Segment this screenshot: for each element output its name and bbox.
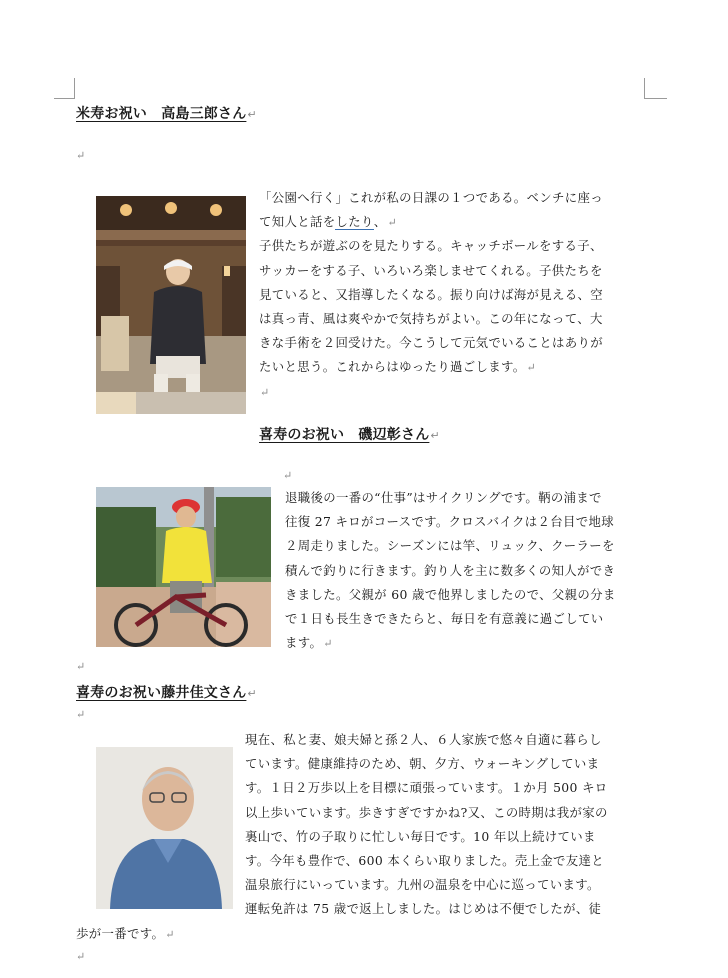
section-body-fujii bbox=[245, 728, 608, 922]
paragraph-mark: ↵ bbox=[283, 469, 293, 482]
text-run: たいと思う。これからはゆったり過ごします。 bbox=[259, 359, 526, 375]
section-body-takashima bbox=[259, 186, 603, 404]
paragraph-mark: ↵ bbox=[526, 361, 537, 375]
paragraph-mark: ↵ bbox=[76, 708, 86, 721]
text-line: 退職後の一番の“仕事”はサイクリングです。鞆の浦まで bbox=[285, 490, 602, 505]
paragraph-mark: ↵ bbox=[430, 429, 440, 442]
paragraph-mark: ↵ bbox=[260, 385, 270, 399]
text-line: 温泉旅行にいっています。九州の温泉を中心に巡っています。 bbox=[245, 877, 600, 893]
text-line: ています。健康維持のため、朝、夕方、ウォーキングしていま bbox=[245, 756, 600, 772]
page-corner-mark-right bbox=[644, 78, 667, 99]
text-line: 見ていると、又指導したくなる。振り向けば海が見える、空 bbox=[259, 286, 603, 302]
text-line: きな手術を２回受けた。今こうして元気でいることはありが bbox=[259, 335, 603, 351]
heading-text: 米寿お祝い 高島三郎さん bbox=[76, 106, 247, 122]
text-run: 、 bbox=[373, 214, 387, 230]
text-line: 裏山で、竹の子取りに忙しい毎日です。10 年以上続けていま bbox=[245, 828, 596, 844]
text-line: サッカーをする子、いろいろ楽しませてくれる。子供たちを bbox=[259, 262, 603, 278]
text-line: す。１日２万歩以上を目標に頑張っています。１か月 500 キロ bbox=[245, 780, 608, 796]
paragraph-mark: ↵ bbox=[76, 149, 86, 162]
text-line: ２周走りました。シーズンには竿、リュック、クーラーを bbox=[285, 538, 615, 554]
text-run: て知人と話を bbox=[259, 214, 336, 230]
text-line: 運転免許は 75 歳で返上しました。はじめは不便でしたが、徒 bbox=[245, 901, 602, 917]
cyclist-with-helmet-photo bbox=[96, 487, 271, 647]
paragraph-mark: ↵ bbox=[76, 950, 86, 963]
paragraph-mark: ↵ bbox=[165, 928, 175, 941]
text-line: 現在、私と妻、娘夫婦と孫２人、６人家族で悠々自適に暮らし bbox=[245, 732, 602, 747]
text-line: 「公園へ行く」これが私の日課の１つである。ベンチに座っ bbox=[259, 190, 603, 205]
seated-elderly-man-lobby-photo bbox=[96, 196, 246, 414]
paragraph-mark: ↵ bbox=[76, 660, 86, 673]
text-line: 積んで釣りに行きます。釣り人を主に数多くの知人ができ bbox=[285, 562, 616, 578]
section-heading-takashima bbox=[76, 103, 257, 123]
paragraph-mark: ↵ bbox=[387, 216, 398, 230]
text-line bbox=[259, 210, 603, 234]
heading-text: 喜寿のお祝い 磯辺彰さん bbox=[259, 427, 430, 443]
spell-check-word[interactable]: したり bbox=[335, 214, 374, 230]
heading-text: 喜寿のお祝い藤井佳文さん bbox=[76, 685, 247, 701]
text-line bbox=[259, 380, 603, 404]
page-corner-mark-left bbox=[54, 78, 75, 99]
text-line bbox=[259, 355, 603, 379]
text-run: ます。 bbox=[285, 635, 323, 651]
text-line: で１日も長生きできたらと、毎日を有意義に過ごしてい bbox=[285, 610, 604, 626]
text-line bbox=[76, 922, 175, 946]
text-line: きました。父親が 60 歳で他界しましたので、父親の分ま bbox=[285, 586, 616, 602]
text-line: は真っ青、風は爽やかで気持ちがよい。この年になって、大 bbox=[259, 310, 603, 326]
text-line: す。今年も豊作で、600 本くらい取りました。売上金で友達と bbox=[245, 852, 605, 868]
text-line bbox=[285, 631, 616, 655]
text-line: 往復 27 キロがコースです。クロスバイクは２台目で地球 bbox=[285, 514, 614, 530]
section-body-fujii-tail bbox=[76, 922, 175, 946]
paragraph-mark: ↵ bbox=[247, 687, 257, 700]
paragraph-mark: ↵ bbox=[247, 108, 257, 121]
text-line: 子供たちが遊ぶのを見たりする。キャッチボールをする子、 bbox=[259, 238, 603, 254]
section-body-isobe bbox=[285, 486, 616, 655]
section-heading-fujii bbox=[76, 682, 257, 702]
text-line: 以上歩いています。歩きすぎですかね?又、この時期は我が家の bbox=[245, 804, 608, 820]
section-heading-isobe bbox=[259, 424, 440, 444]
elderly-man-portrait-photo bbox=[96, 747, 233, 909]
paragraph-mark: ↵ bbox=[323, 637, 333, 651]
text-run: 歩が一番です。 bbox=[76, 926, 165, 941]
